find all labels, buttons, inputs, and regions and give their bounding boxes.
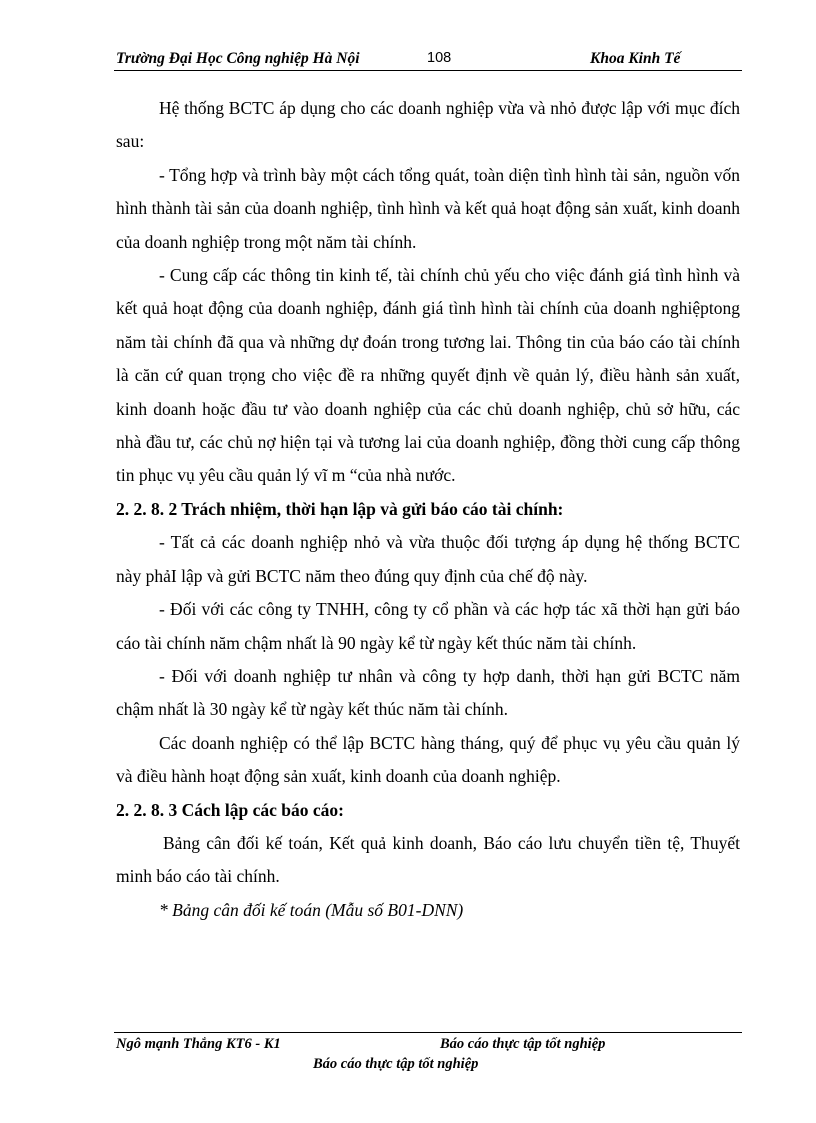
document-body [116, 92, 740, 927]
paragraph-purpose-2: - Cung cấp các thông tin kinh tế, tài chính chủ yếu cho việc đánh giá tình hình và kết quả hoạt động của doanh nghiệp, đánh giá tình hình tài chính của doanh nghiệptong năm tài chính đã qua và những dự đoán trong tương lai. Thông tin của báo cáo tài chính là căn cứ quan trọng cho việc đề ra những quyết định về quản lý, điều hành sản xuất, kinh doanh hoặc đầu tư vào doanh nghiệp của các chủ doanh nghiệp, chủ sở hữu, các nhà đầu tư, các chủ nợ hiện tại và tương lai của doanh nghiệp, đồng thời cung cấp thông tin phục vụ yêu cầu quản lý vĩ m “của nhà nước. [116, 265, 740, 486]
paragraph-responsibility-2: - Đối với các công ty TNHH, công ty cổ phần và các hợp tác xã thời hạn gửi báo cáo tài chính năm chậm nhất là 90 ngày kể từ ngày kết thúc năm tài chính. [116, 599, 740, 653]
paragraph-intro: Hệ thống BCTC áp dụng cho các doanh nghiệp vừa và nhỏ được lập với mục đích sau: [116, 98, 740, 152]
header-school: Trường Đại Học Công nghiệp Hà Nội [116, 50, 360, 67]
footer-author: Ngô mạnh Thắng KT6 - K1 [116, 1036, 281, 1052]
paragraph-method: Bảng cân đối kế toán, Kết quả kinh doanh, Báo cáo lưu chuyển tiền tệ, Thuyết minh báo cáo tài chính. [116, 832, 740, 887]
paragraph-responsibility-4: Các doanh nghiệp có thể lập BCTC hàng tháng, quý để phục vụ yêu cầu quản lý và điều hành hoạt động sản xuất, kinh doanh của doanh nghiệp. [116, 732, 740, 787]
footer-title: Báo cáo thực tập tốt nghiệp [440, 1036, 606, 1052]
footer-divider [114, 1032, 742, 1033]
header-faculty: Khoa Kinh Tế [590, 50, 681, 67]
page-header [116, 48, 742, 70]
paragraph-responsibility-1: - Tất cả các doanh nghiệp nhỏ và vừa thuộc đối tượng áp dụng hệ thống BCTC này phảI lập và gửi BCTC năm theo đúng quy định của chế độ này. [116, 532, 740, 586]
paragraph-balance-sheet: * Bảng cân đối kế toán (Mẫu số B01-DNN) [159, 899, 464, 920]
section-heading-responsibility: 2. 2. 8. 2 Trách nhiệm, thời hạn lập và gửi báo cáo tài chính: [116, 498, 564, 519]
page-footer [116, 1036, 606, 1053]
section-heading-method: 2. 2. 8. 3 Cách lập các báo cáo: [116, 799, 344, 820]
footer-title-repeat: Báo cáo thực tập tốt nghiệp [313, 1056, 479, 1072]
paragraph-purpose-1: - Tổng hợp và trình bày một cách tổng quát, toàn diện tình hình tài sản, nguồn vốn hình thành tài sản của doanh nghiệp, tình hình và kết quả hoạt động sản xuất, kinh doanh của doanh nghiệp trong một năm tài chính. [116, 164, 740, 252]
header-page-number: 108 [427, 50, 452, 66]
paragraph-responsibility-3: - Đối với doanh nghiệp tư nhân và công ty hợp danh, thời hạn gửi BCTC năm chậm nhất là 30 ngày kể từ ngày kết thúc năm tài chính. [116, 665, 740, 720]
header-divider [114, 70, 742, 71]
